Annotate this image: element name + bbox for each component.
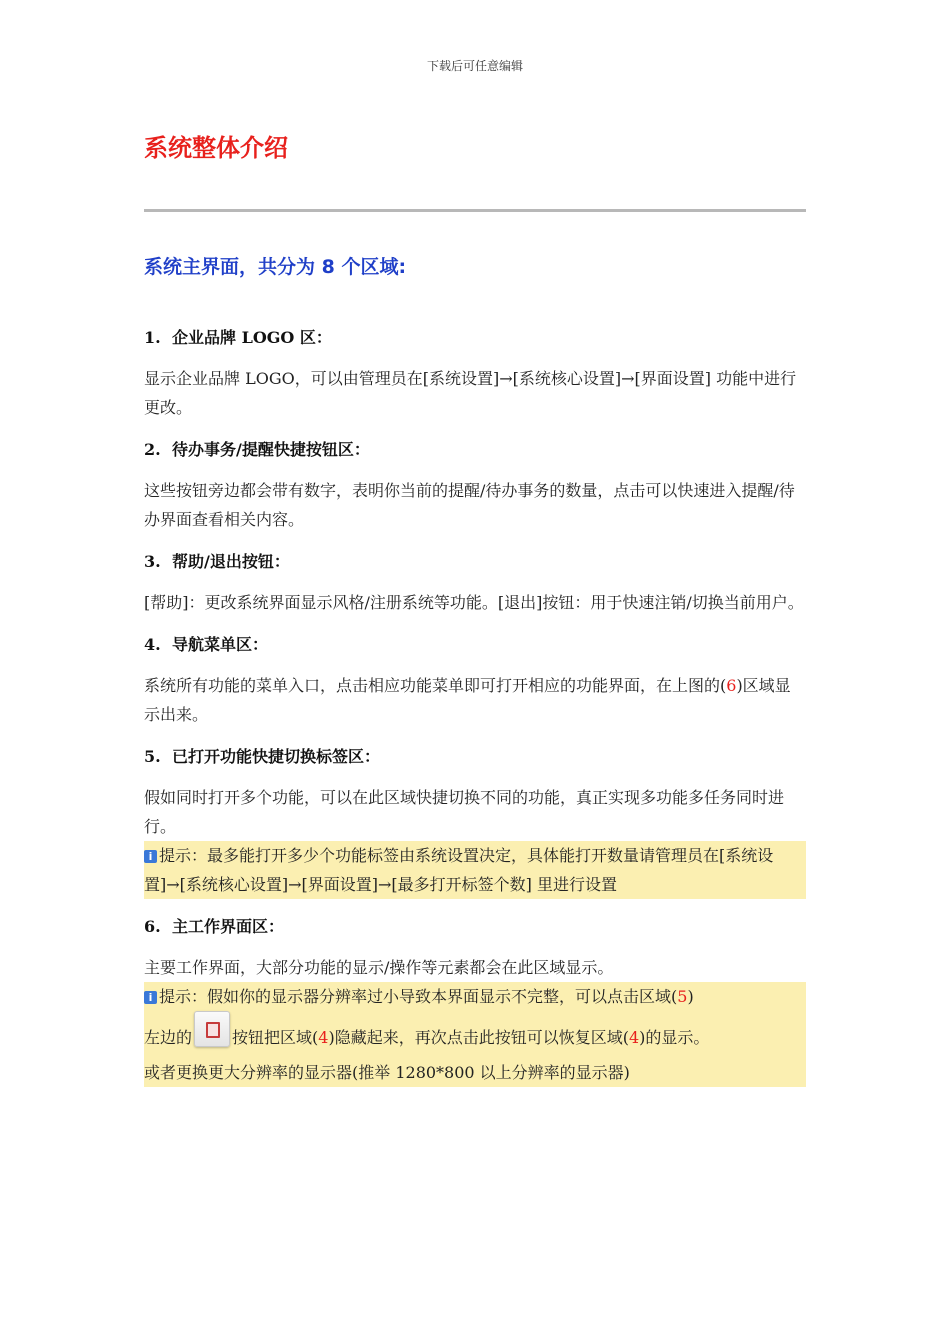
- section-heading-2: [144, 434, 806, 466]
- section-heading-4: [144, 629, 806, 661]
- section-text-3: [帮助]：更改系统界面显示风格/注册系统等功能。[退出]按钮：用于快速注销/切换当前用户。: [144, 593, 804, 612]
- tip-text: 提示：最多能打开多少个功能标签由系统设置决定，具体能打开数量请管理员在[系统设置]→[系统核心设置]→[界面设置]→[最多打开标签个数] 里进行设置: [144, 846, 774, 894]
- subtitle: 系统主界面，共分为 8 个区域:: [144, 256, 407, 278]
- section-title: 企业品牌 LOGO 区：: [172, 328, 332, 347]
- tip-text: 提示：假如你的显示器分辨率过小导致本界面显示不完整，可以点击区域(: [159, 987, 678, 1006]
- tip-box-6: [144, 982, 806, 1087]
- area-ref: 4: [318, 1028, 329, 1047]
- section-text-5: 假如同时打开多个功能，可以在此区域快捷切换不同的功能，真正实现多功能多任务同时进行。: [144, 788, 785, 836]
- header-note: 下载后可任意编辑: [426, 59, 523, 73]
- info-icon: i: [144, 991, 157, 1004]
- text-run: )区域显示出来。: [144, 676, 791, 724]
- tip-text: 按钮把区域(: [232, 1028, 319, 1047]
- page-title: 系统整体介绍: [144, 134, 288, 162]
- section-heading-6: [144, 911, 806, 943]
- divider: [144, 209, 806, 212]
- tip-text: 或者更换更大分辨率的显示器(推举 1280*800 以上分辨率的显示器): [144, 1063, 630, 1082]
- section-text-1: 显示企业品牌 LOGO，可以由管理员在[系统设置]→[系统核心设置]→[界面设置] 功能中进行更改。: [144, 369, 797, 417]
- section-number: 4.: [144, 635, 161, 654]
- section-text-2: 这些按钮旁边都会带有数字，表明你当前的提醒/待办事务的数量，点击可以快速进入提醒/待办界面查看相关内容。: [144, 481, 795, 529]
- section-title: 已打开功能快捷切换标签区：: [172, 747, 381, 766]
- section-text-6: 主要工作界面，大部分功能的显示/操作等元素都会在此区域显示。: [144, 958, 614, 977]
- section-number: 2.: [144, 440, 161, 459]
- section-title: 待办事务/提醒快捷按钮区：: [172, 440, 370, 459]
- area-ref: 5: [677, 987, 688, 1006]
- section-number: 5.: [144, 747, 161, 766]
- tip-box-5: [144, 841, 806, 899]
- area-ref: 4: [628, 1028, 640, 1047]
- info-icon: i: [144, 850, 157, 863]
- section-heading-3: [144, 546, 806, 578]
- section-title: 导航菜单区：: [172, 635, 269, 654]
- tip-text: )隐藏起来，再次点击此按钮可以恢复区域(: [328, 1028, 629, 1047]
- toggle-panel-button-icon: [194, 1011, 230, 1047]
- section-number: 6.: [144, 917, 161, 936]
- section-text-4: [144, 671, 806, 729]
- tip-text: ): [687, 987, 694, 1006]
- section-number: 1.: [144, 328, 161, 347]
- tip-text: 左边的: [144, 1028, 193, 1047]
- section-heading-5: [144, 741, 806, 773]
- tip-text: )的显示。: [639, 1028, 710, 1047]
- section-list: [144, 322, 806, 1099]
- area-ref: 6: [726, 676, 737, 695]
- section-title: 帮助/退出按钮：: [172, 552, 290, 571]
- section-title: 主工作界面区：: [172, 917, 285, 936]
- text-run: 系统所有功能的菜单入口，点击相应功能菜单即可打开相应的功能界面，在上图的(: [144, 676, 727, 695]
- section-number: 3.: [144, 552, 161, 571]
- section-heading-1: [144, 322, 806, 354]
